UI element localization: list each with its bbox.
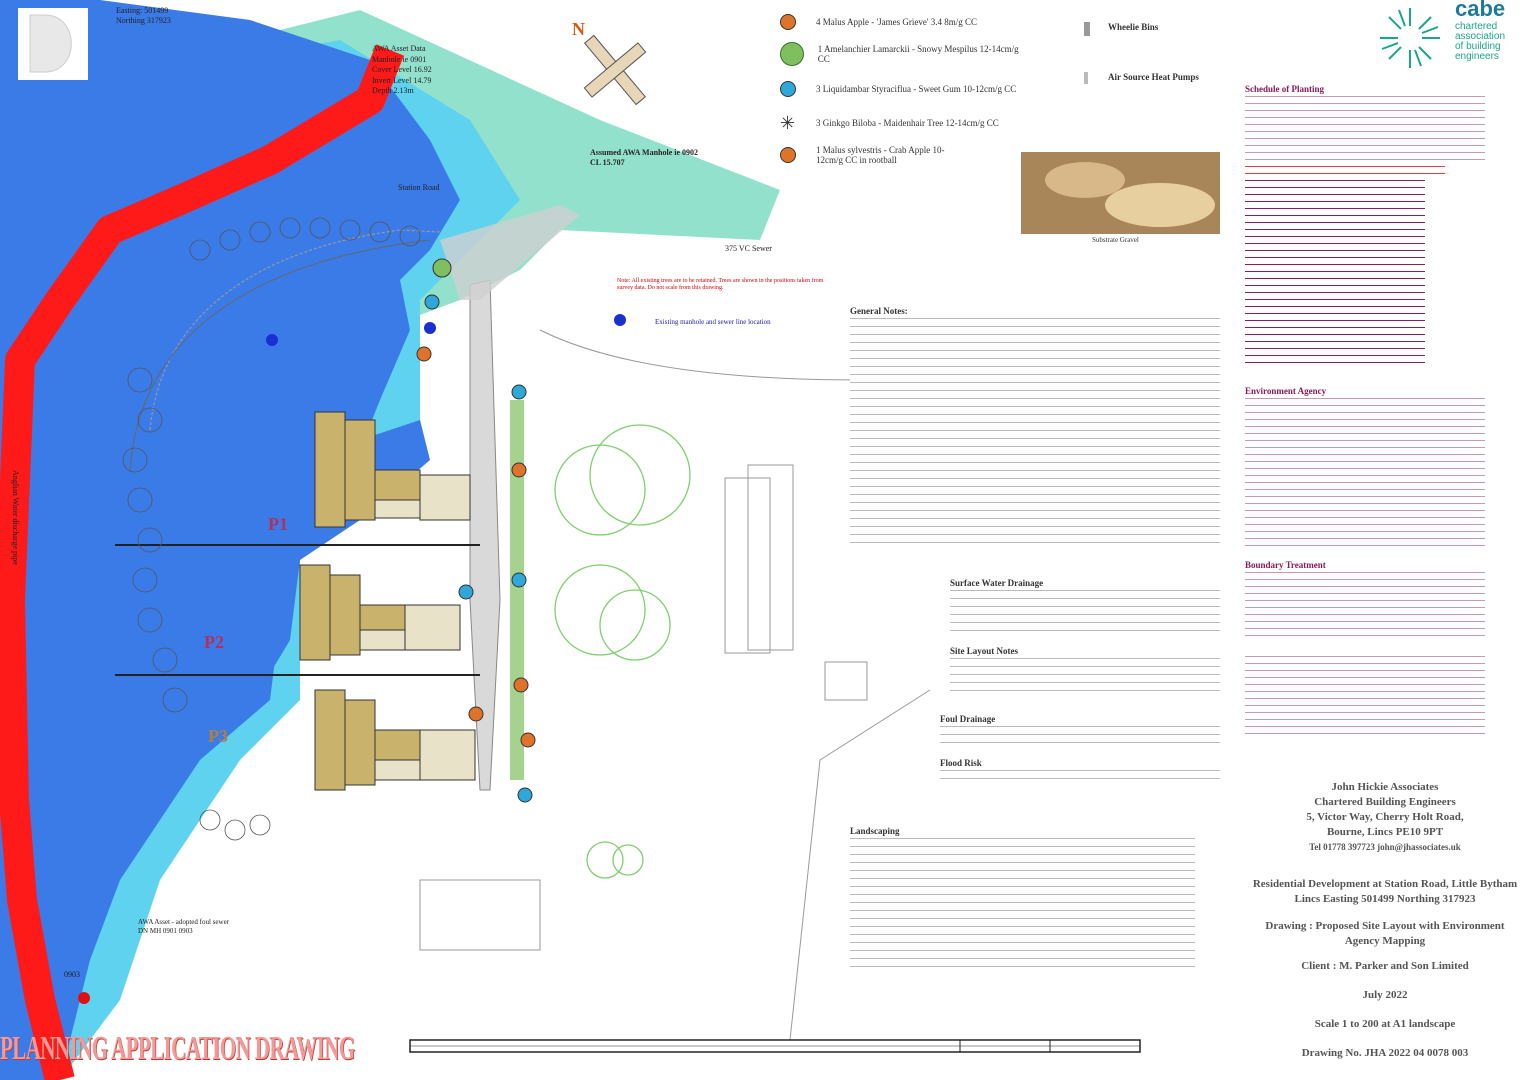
manhole-label: Manhole ie 0901 [372, 54, 427, 64]
schedule-intro [1245, 94, 1485, 164]
client-label: Client : M. Parker and Son Limited [1301, 960, 1469, 972]
easting-label: Easting: 501499 [116, 6, 169, 15]
green-shrub-icon [780, 42, 804, 66]
cabe-line-2: association [1455, 31, 1506, 42]
firm-line-2: 5, Victor Way, Cherry Holt Road, [1306, 811, 1464, 823]
cabe-line-1: chartered [1455, 21, 1498, 32]
section9-body [1245, 654, 1485, 734]
firm-line-4: Tel 01778 397723 john@jhassociates.uk [1309, 842, 1461, 852]
schedule-red [1245, 164, 1445, 178]
existing-trees [555, 425, 690, 878]
depth-label: Depth 2.13m [372, 86, 414, 95]
cabe-line-4: engineers [1455, 51, 1499, 62]
notes-section3-body [940, 724, 1220, 750]
legend-item-3: 3 Liquidambar Styraciflua - Sweet Gum 10-12cm/g CC [816, 84, 1017, 94]
notes-surface-water [950, 578, 1220, 698]
watercourse-label: Anglian Water discharge pipe [11, 470, 20, 565]
notes-section2-body [950, 656, 1220, 698]
plot-label-p1: P1 [268, 514, 288, 534]
notes-section4-title: Landscaping [850, 826, 900, 836]
invert-level-label: Invert Level 14.79 [372, 75, 432, 85]
notes-section2-title: Site Layout Notes [950, 646, 1018, 656]
section7-body [1245, 396, 1485, 546]
notes-section5-title: Flood Risk [940, 758, 982, 768]
drawing-scale: Scale 1 to 200 at A1 landscape [1314, 1018, 1456, 1030]
building-p3 [315, 690, 475, 790]
manhole-point-legend [614, 314, 626, 326]
notes-landscaping [850, 826, 1195, 974]
station-road-label: Station Road [398, 183, 440, 192]
firm-name: John Hickie Associates [1331, 781, 1439, 793]
drawing-number: Drawing No. JHA 2022 04 0078 003 [1301, 1047, 1469, 1059]
awa-asset-title: AWA Asset Data [372, 44, 426, 53]
wheelie-bin-icon [1084, 22, 1090, 36]
notes-section4-body [850, 836, 1195, 974]
plot-label-p2: P2 [204, 632, 224, 652]
notes-section1-title: Surface Water Drainage [950, 578, 1044, 588]
legend-item-4: 3 Ginkgo Biloba - Maidenhair Tree 12-14cm/g CC [816, 118, 999, 128]
cabe-logo [1455, 0, 1505, 62]
dark-pine-icon: ✳ [780, 113, 796, 133]
point-0903 [78, 992, 90, 1004]
schedule-column [1245, 84, 1485, 734]
cl-label: CL 15.707 [590, 158, 625, 167]
notes-general-body [850, 316, 1220, 546]
firm-line-1: Chartered Building Engineers [1314, 796, 1456, 808]
legend-wheelie-bins: Wheelie Bins [1108, 22, 1159, 32]
assumed-manhole-label: Assumed AWA Manhole ie 0902 [590, 148, 699, 157]
planning-stamp: PLANNING APPLICATION DRAWING [0, 1030, 355, 1067]
cabe-brand: cabe [1455, 0, 1506, 21]
drawing-date: July 2022 [1362, 989, 1408, 1001]
hedge-strip [510, 400, 524, 780]
cabe-line-3: of building [1455, 41, 1501, 52]
legend-item-2: 1 Amelanchier Lamarckii - Snowy Mespilus 12-14cm/g CC [817, 44, 1019, 64]
cabe-logo-icon [1380, 8, 1440, 68]
notes-section7-title: Environment Agency [1245, 386, 1327, 396]
title-block [1250, 780, 1520, 1061]
project-coords: Lincs Easting 501499 Northing 317923 [1294, 893, 1476, 905]
legend-item-1: 4 Malus Apple - 'James Grieve' 3.4 8m/g CC [816, 17, 977, 27]
section8-body [1245, 570, 1485, 640]
schedule-list [1245, 178, 1425, 368]
photo-caption: Substrate Gravel [1092, 236, 1139, 244]
red-note: Note: All existing trees are to be retained. Trees are shown in the positions taken from survey data. Do not scale from this drawing. [617, 278, 824, 291]
awa-asset-bottom-label: AWA Asset - adopted foul sewer [138, 918, 230, 926]
vc-sewer-label: 375 VC Sewer [725, 244, 772, 253]
point-0903-label: 0903 [64, 970, 80, 979]
notes-section6-title: Schedule of Planting [1245, 84, 1325, 94]
manhole-legend-note: Existing manhole and sewer line location [655, 318, 771, 326]
notes-general-title: General Notes: [850, 306, 908, 316]
northing-label: Northing 317923 [116, 16, 171, 25]
cover-level-label: Cover Level 16.92 [372, 65, 432, 74]
orange-tree-icon [780, 147, 796, 163]
notes-foul-drainage [940, 714, 1220, 786]
notes-section5-body [940, 768, 1220, 786]
notes-general [850, 306, 1220, 546]
blue-tree-icon [780, 81, 796, 97]
planting-legend [780, 8, 1030, 170]
scale-bar [410, 1040, 1140, 1052]
heat-pump-icon [1084, 72, 1088, 84]
firm-line-3: Bourne, Lincs PE10 9PT [1326, 826, 1444, 838]
notes-section8-title: Boundary Treatment [1245, 560, 1326, 570]
awa-asset-bottom-label-2: DN MH 0901 0903 [138, 927, 193, 935]
project-title: Residential Development at Station Road, Little Bytham [1252, 878, 1518, 890]
legend-heat-pumps: Air Source Heat Pumps [1108, 72, 1199, 82]
manhole-point-1 [266, 334, 278, 346]
notes-section3-title: Foul Drainage [940, 714, 996, 724]
plot-label-p3: P3 [208, 726, 228, 746]
notes-section1-body [950, 588, 1220, 632]
north-label: N [572, 19, 585, 39]
drawing-title: Drawing : Proposed Site Layout with Environment Agency Mapping [1265, 920, 1505, 947]
building-p2 [300, 565, 460, 660]
manhole-point-2 [424, 322, 436, 334]
orange-tree-icon [780, 14, 796, 30]
legend-item-5: 1 Malus sylvestris - Crab Apple 10-12cm/g CC in rootball [816, 145, 945, 165]
